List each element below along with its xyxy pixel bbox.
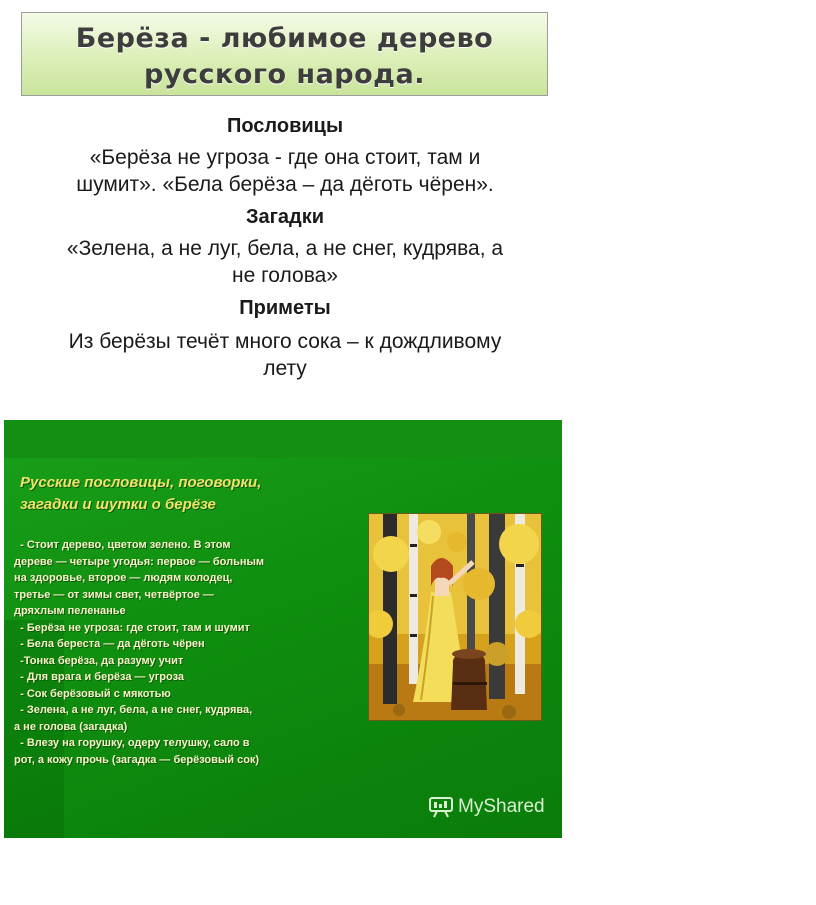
slide-text-line: дереве — четыре угодья: первое — больным: [14, 555, 265, 568]
signs-text-line-1: Из берёзы течёт много сока – к дождливому: [68, 330, 502, 353]
proverbs-heading: Пословицы: [226, 115, 344, 137]
riddles-heading: Загадки: [245, 206, 325, 228]
slide-text-line: - Бела береста — да дёготь чёрен: [14, 638, 205, 650]
watermark-text: MyShared: [458, 796, 545, 817]
slide-text-line: - Зелена, а не луг, бела, а не снег, кудрява,: [14, 704, 253, 716]
slide-text-line: -Тонка берёза, да разуму учит: [14, 654, 184, 667]
presentation-board-icon: [428, 796, 454, 818]
birch-painting: [368, 513, 542, 721]
slide-text-line: а не голова (загадка): [14, 720, 128, 733]
proverbs-text-line-2: шумит». «Бела берёза – да дёготь чёрен».: [76, 173, 494, 196]
slide-text-line: рот, а кожу прочь (загадка — берёзовый сок): [14, 753, 260, 766]
slide-title: [20, 472, 360, 516]
title-line-2: русского народа.: [144, 59, 425, 90]
signs-text-line-2: лету: [263, 357, 307, 380]
slide-text-list: [14, 537, 359, 768]
slide-text-line: - Сок берёзовый с мякотью: [14, 687, 171, 700]
title-line-1: Берёза - любимое дерево: [75, 23, 494, 54]
page-title: [21, 12, 548, 96]
slide-text-line: - Берёза не угроза: где стоит, там и шумит: [14, 621, 250, 634]
signs-heading: Приметы: [239, 297, 331, 319]
slide-image: [4, 420, 562, 838]
riddles-text-line-1: «Зелена, а не луг, бела, а не снег, кудрява, а: [66, 237, 504, 260]
slide-title-line-1: Русские пословицы, поговорки,: [20, 474, 262, 491]
slide-text-line: на здоровье, второе — людям колодец,: [14, 572, 233, 584]
slide-text-line: - Для врага и берёза — угроза: [14, 671, 185, 683]
slide-text-line: дряхлым пеленанье: [14, 605, 126, 617]
riddles-text-line-2: не голова»: [232, 264, 338, 287]
myshared-watermark: [428, 795, 545, 819]
slide-top-band: [4, 420, 562, 458]
slide-title-line-2: загадки и шутки о берёзе: [20, 496, 216, 513]
slide-text-line: - Влезу на горушку, одеру телушку, сало в: [14, 737, 250, 749]
proverbs-text-line-1: «Берёза не угроза - где она стоит, там и: [89, 146, 481, 169]
slide-text-line: третье — от зимы свет, четвёртое —: [14, 588, 214, 601]
slide-text-line: - Стоит дерево, цветом зелено. В этом: [14, 539, 231, 551]
